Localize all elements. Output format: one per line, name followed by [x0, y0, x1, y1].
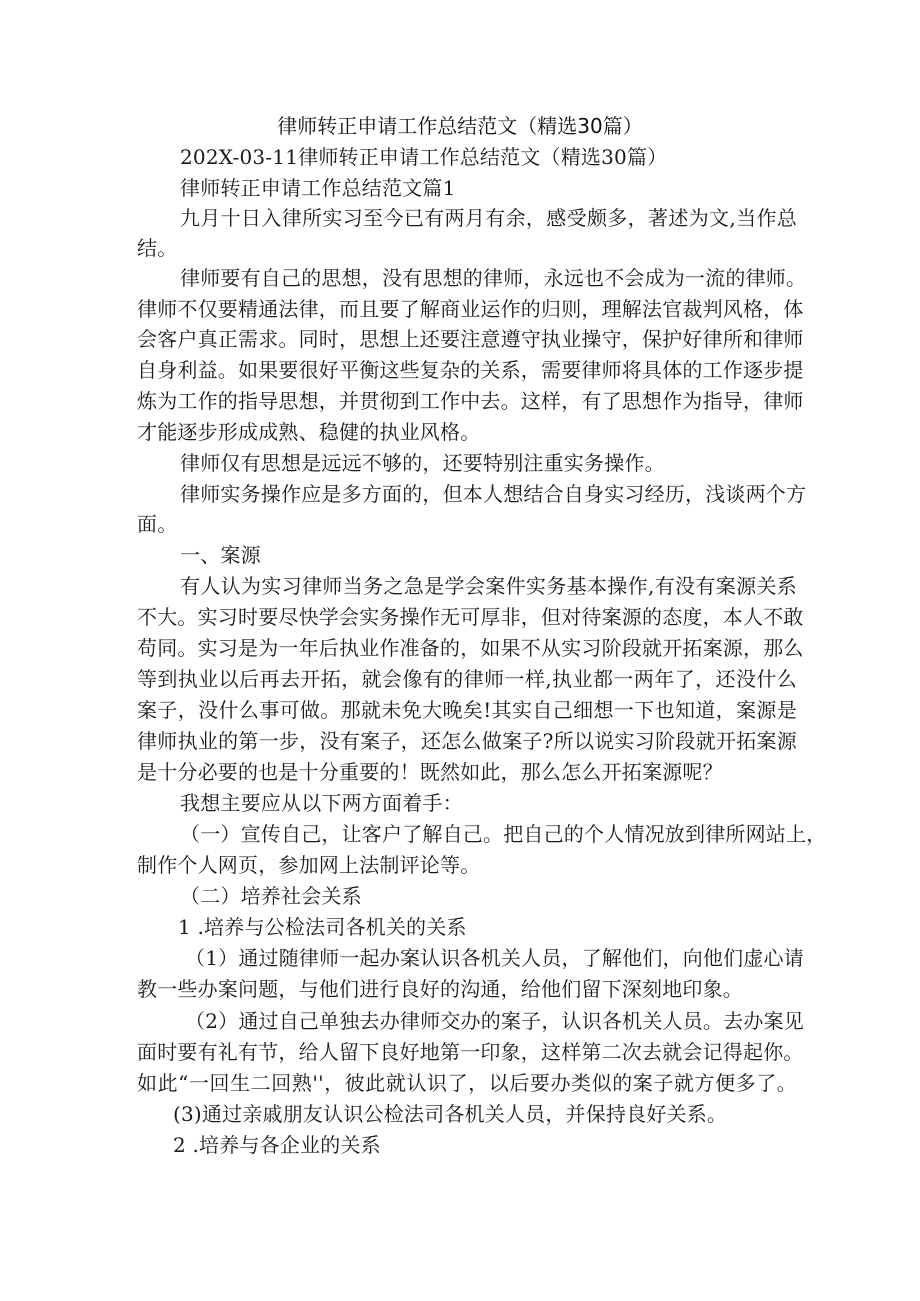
text-line: 九月十日入律所实习至今已有两月有余，感受颇多，著述为文,当作总	[180, 206, 797, 230]
text-line: 会客户真正需求。同时，思想上还要注意遵守执业操守，保护好律所和律师	[137, 327, 804, 351]
text-line: 律师要有自己的思想，没有思想的律师，永远也不会成为一流的律师。	[180, 266, 807, 290]
text-line: 案子，没什么事可做。那就未免大晚矣!其实自己细想一下也知道，案源是	[137, 698, 797, 722]
text-line: 律师实务操作应是多方面的，但本人想结合自身实习经历，浅谈两个方	[180, 482, 807, 506]
text-line: 律师不仅要精通法律，而且要了解商业运作的归则，理解法官裁判风格，体	[137, 297, 804, 321]
text-line: 结。	[137, 236, 178, 260]
text-line: 我想主要应从以下两方面着手：	[180, 791, 463, 815]
text-line: （2）通过自己单独去办律师交办的案子，认识各机关人员。去办案见	[185, 1009, 804, 1033]
text-line: 制作个人网页，参加网上法制评论等。	[137, 853, 481, 877]
text-line: 面时要有礼有节，给人留下良好地第一印象，这样第二次去就会记得起你。	[137, 1040, 804, 1064]
text-line: 自身利益。如果要很好平衡这些复杂的关系，需要律师将具体的工作逐步提	[137, 358, 804, 382]
text-line: 律师执业的第一步，没有案子，还怎么做案子?所以说实习阶段就开拓案源	[137, 729, 797, 753]
meta-line: 202X-03-11律师转正申请工作总结范文（精选30篇）	[180, 145, 668, 169]
text-line: 炼为工作的指导思想，并贯彻到工作中去。这样，有了思想作为指导，律师	[137, 389, 804, 413]
document-title: 律师转正申请工作总结范文（精选30篇）	[277, 114, 643, 138]
section-heading: 律师转正申请工作总结范文篇1	[180, 176, 456, 200]
numbered-heading: 2 .培养与各企业的关系	[173, 1133, 381, 1157]
text-line: （一）宣传自己，让客户了解自己。把自己的个人情况放到律所网站上，	[180, 822, 827, 846]
subsection-heading: （二）培养社会关系	[180, 884, 362, 908]
numbered-heading: 1 .培养与公检法司各机关的关系	[178, 915, 467, 939]
text-line: 等到执业以后再去开拓，就会像有的律师一样,执业都一两年了，还没什么	[137, 667, 797, 691]
text-line: 苟同。实习是为一年后执业作准备的，如果不从实习阶段就开拓案源，那么	[137, 636, 804, 660]
text-line: 才能逐步形成成熟、稳健的执业风格。	[137, 420, 481, 444]
subsection-heading: 一、案源	[180, 543, 261, 567]
text-line: （1）通过随律师一起办案认识各机关人员，了解他们，向他们虚心请	[185, 946, 804, 970]
text-line: (3)通过亲戚朋友认识公检法司各机关人员，并保持良好关系。	[173, 1102, 728, 1126]
text-line: 律师仅有思想是远远不够的，还要特别注重实务操作。	[180, 451, 665, 475]
text-line: 面。	[137, 512, 178, 536]
text-line: 有人认为实习律师当务之急是学会案件实务基本操作,有没有案源关系	[180, 574, 797, 598]
text-line: 是十分必要的也是十分重要的！既然如此，那么怎么开拓案源呢？	[137, 760, 723, 784]
text-line: 不大。实习时要尽快学会实务操作无可厚非，但对待案源的态度，本人不敢	[137, 605, 804, 629]
text-line: 如此“一回生二回熟''，彼此就认识了，以后要办类似的案子就方便多了。	[137, 1071, 797, 1095]
text-line: 教一些办案问题，与他们进行良好的沟通，给他们留下深刻地印象。	[137, 977, 743, 1001]
